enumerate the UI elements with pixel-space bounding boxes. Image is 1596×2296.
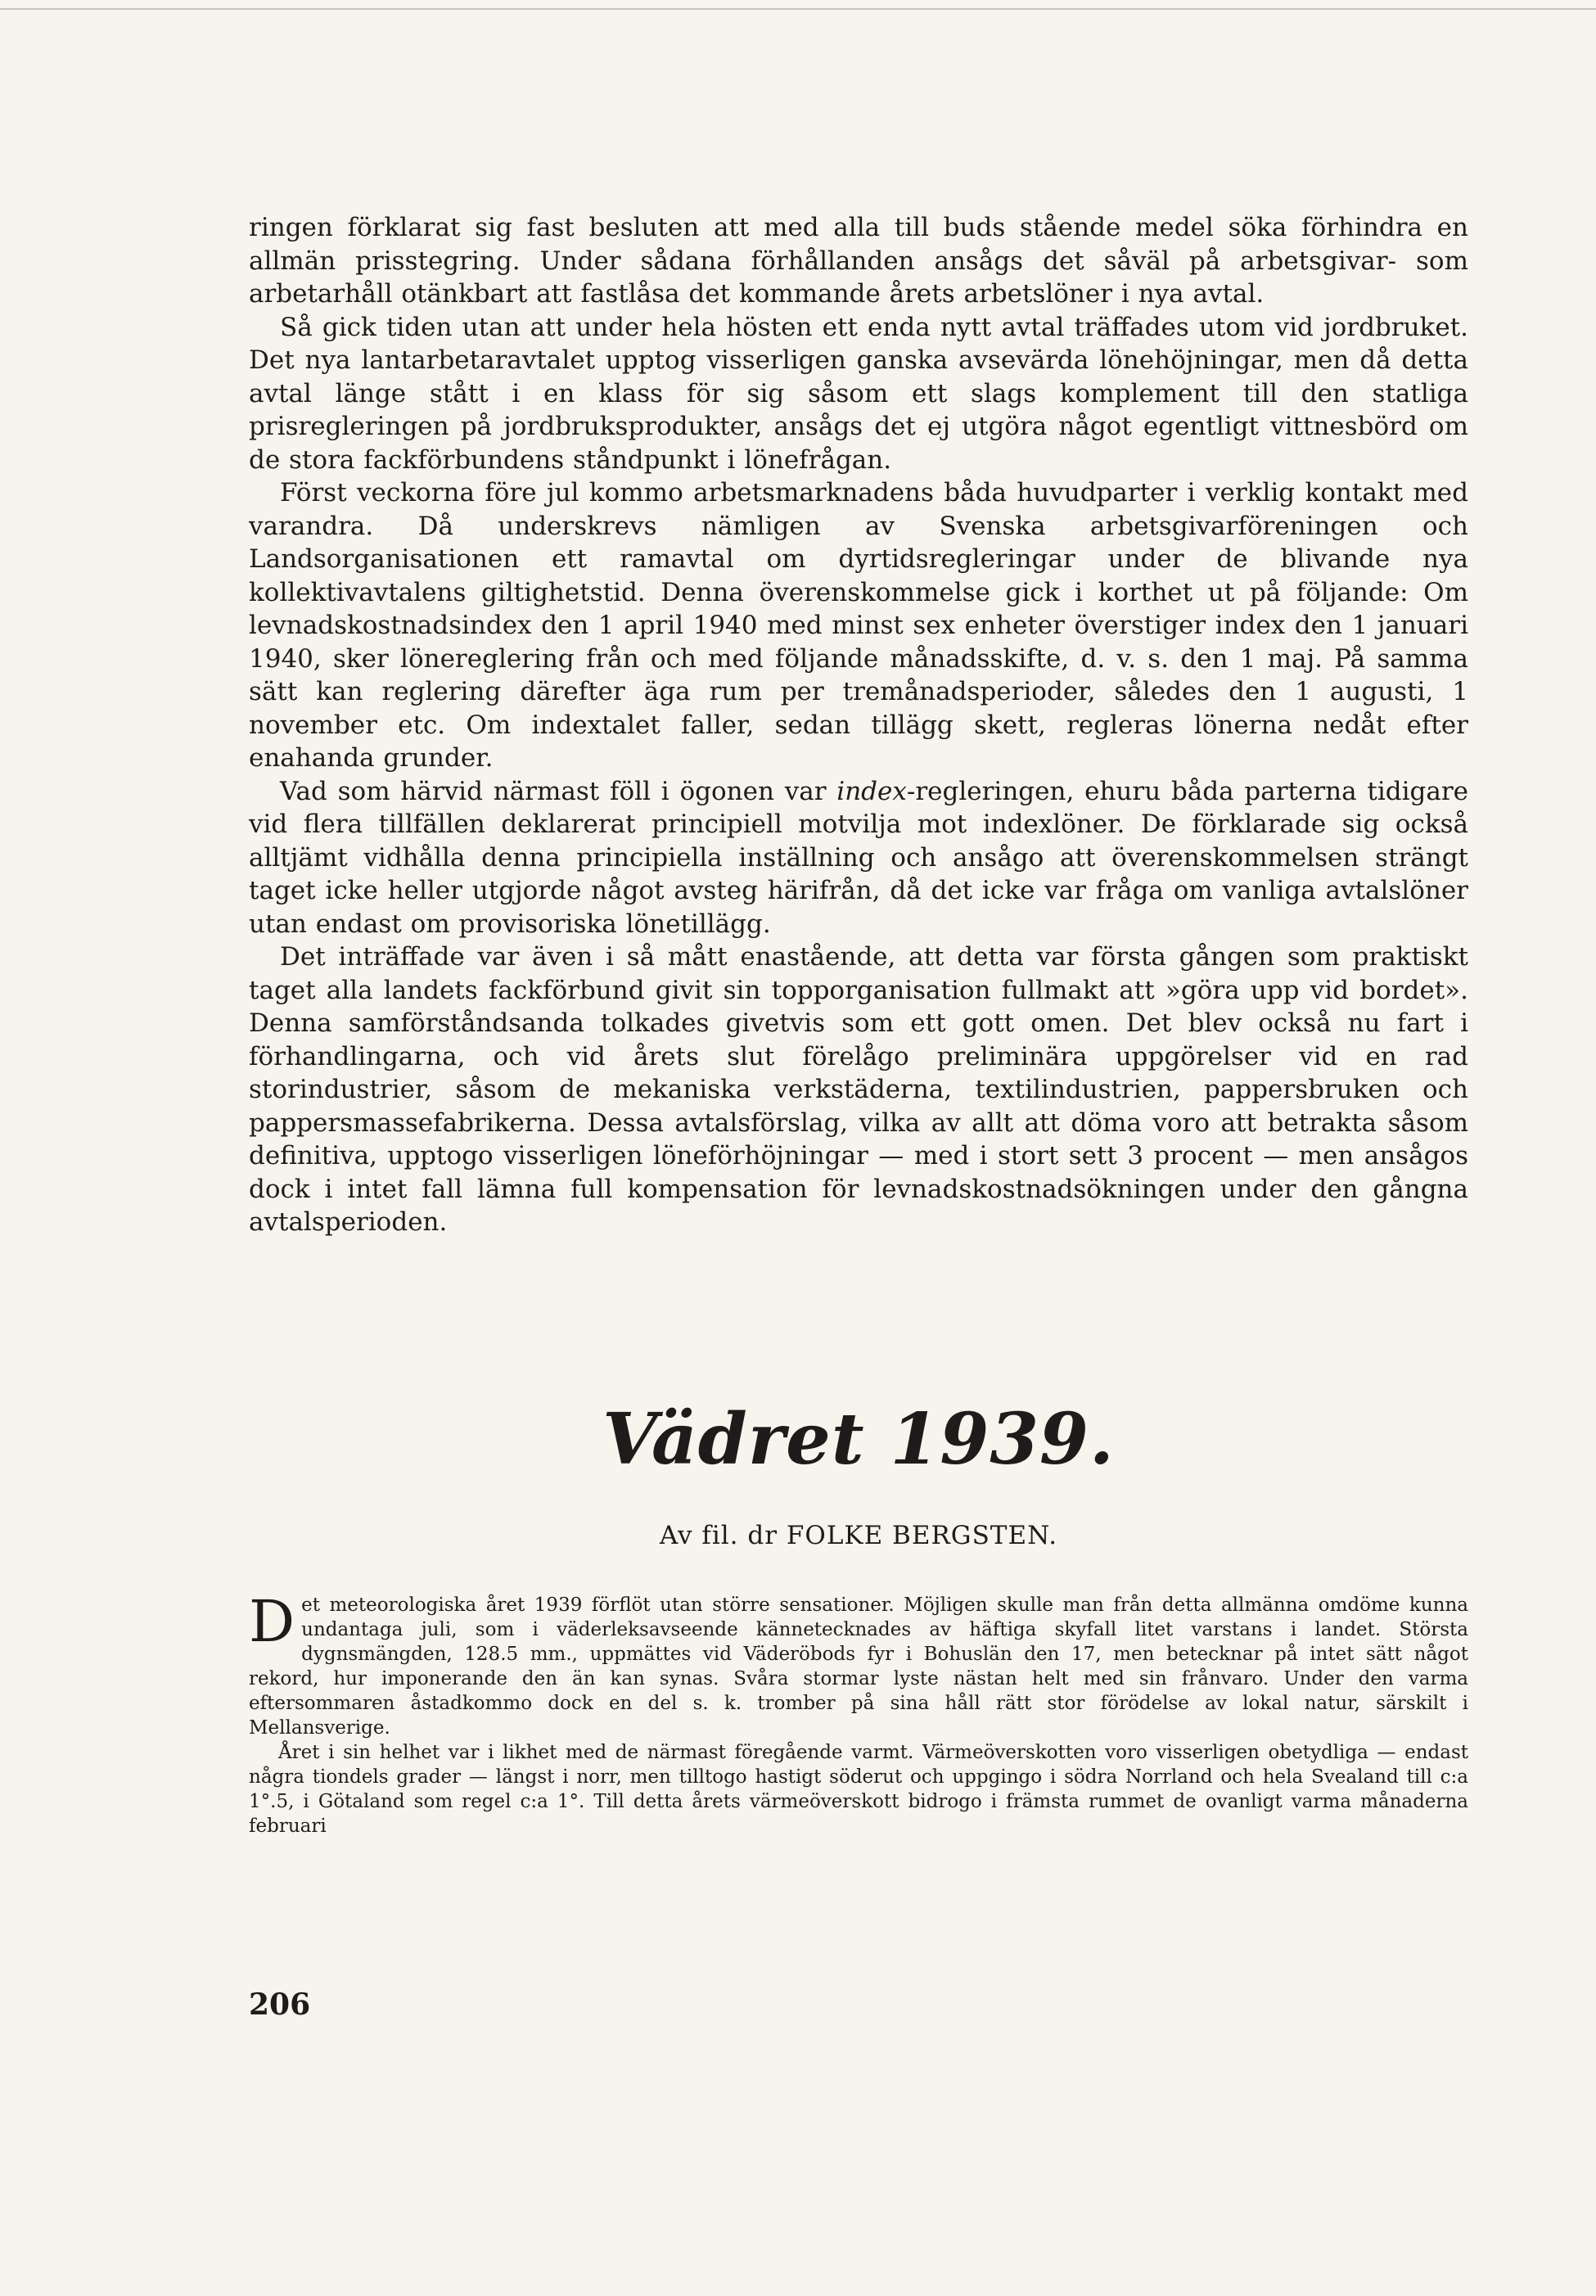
- main-paragraph-5: Det inträffade var även i så mått enastående, att detta var första gången som praktiskt taget alla landets fackförbund givit sin topporganisation fullmakt att »göra upp vid bordet». Denna samförståndsanda tolkades givetvis som ett gott omen. Det blev också nu fart i förhandlingarna, och vid årets slut förelågo preliminära uppgörelser vid en rad storindustrier, såsom de mekaniska verkstäderna, textilindustrien, pappersbruken och pappersmassefabrikerna. Dessa avtalsförslag, vilka av allt att döma voro att betrakta såsom definitiva, upptogo visserligen löneförhöjningar — med i stort sett 3 procent — men ansågos dock i intet fall lämna full kompensation för levnadskostnadsökningen under den gångna avtalsperioden.: [249, 942, 1468, 1237]
- article-title: Vädret 1939.: [602, 1397, 1115, 1481]
- main-paragraph-4-italic: index: [836, 776, 907, 806]
- main-paragraph-4: [249, 775, 1468, 941]
- drop-cap: D: [249, 1587, 295, 1655]
- page-content: [249, 211, 1468, 1838]
- article-paragraph-1: [249, 1587, 1468, 1740]
- main-paragraph-2: Så gick tiden utan att under hela hösten ett enda nytt avtal träffades utom vid jordbruket. Det nya lantarbetaravtalet upptog visserligen ganska avsevärda lönehöjningar, men då detta avtal länge stått i en klass för sig såsom ett slags komplement till den statliga prisregleringen på jordbruksprodukter, ansågs det ej utgöra något egentligt vittnesbörd om de stora fackförbundens ståndpunkt i lönefrågan.: [249, 312, 1468, 475]
- main-paragraph-4-end: -regleringen, ehuru båda parterna tidigare vid flera tillfällen deklarerat principiell motvilja mot indexlöner. De förklarade sig också alltjämt vidhålla denna principiella inställning och ansågo att överenskommelsen strängt taget icke heller utgjorde något avsteg härifrån, då det icke var fråga om vanliga avtalslöner utan endast om provisoriska lönetillägg.: [249, 776, 1468, 939]
- article-byline: Av fil. dr FOLKE BERGSTEN.: [659, 1520, 1058, 1550]
- article-paragraph-1-text: et meteorologiska året 1939 förflöt utan större sensationer. Möjligen skulle man från detta allmänna omdöme kunna undantaga juli, som i väderleksavseende kännetecknades av häftiga skyfall litet varstans i landet. Största dygnsmängden, 128.5 mm., uppmättes vid Väderöbods fyr i Bohuslän den 17, men betecknar på intet sätt något rekord, hur imponerande den än kan synas. Svåra stormar lyste nästan helt med sin frånvaro. Under den varma eftersommaren åstadkommo dock en del s. k. tromber på sina håll rätt stor förödelse av lokal natur, särskilt i Mellansverige.: [249, 1594, 1468, 1739]
- main-paragraph-3: Först veckorna före jul kommo arbetsmarknadens båda huvudparter i verklig kontakt med varandra. Då underskrevs nämligen av Svenska arbetsgivarföreningen och Landsorganisationen ett ramavtal om dyrtidsregleringar under de blivande nya kollektivavtalens giltighetstid. Denna överenskommelse gick i korthet ut på följande: Om levnadskostnadsindex den 1 april 1940 med minst sex enheter överstiger index den 1 januari 1940, sker lönereglering från och med följande månadsskifte, d. v. s. den 1 maj. På samma sätt kan reglering därefter äga rum per tremånadsperioder, således den 1 augusti, 1 november etc. Om indextalet faller, sedan tillägg skett, regleras lönerna nedåt efter enahanda grunder.: [249, 478, 1468, 773]
- article-paragraph-2: Året i sin helhet var i likhet med de närmast föregående varmt. Värmeöverskotten voro visserligen obetydliga — endast några tiondels grader — längst i norr, men tilltogo hastigt söderut och uppgingo i södra Norrland och hela Svealand till c:a 1°.5, i Götaland som regel c:a 1°. Till detta årets värmeöverskott bidrogo i främsta rummet de ovanligt varma månaderna februari: [249, 1741, 1468, 1837]
- page-top-edge: [0, 8, 1596, 10]
- main-paragraph-1: ringen förklarat sig fast besluten att med alla till buds stående medel söka förhindra en allmän prisstegring. Under sådana förhållanden ansågs det såväl på arbetsgivar- som arbetarhåll otänkbart att fastlåsa det kommande årets arbetslöner i nya avtal.: [249, 213, 1468, 309]
- page-number: 206: [249, 1987, 311, 2022]
- main-paragraph-4-start: Vad som härvid närmast föll i ögonen var: [280, 776, 837, 806]
- article-body: [249, 1587, 1468, 1838]
